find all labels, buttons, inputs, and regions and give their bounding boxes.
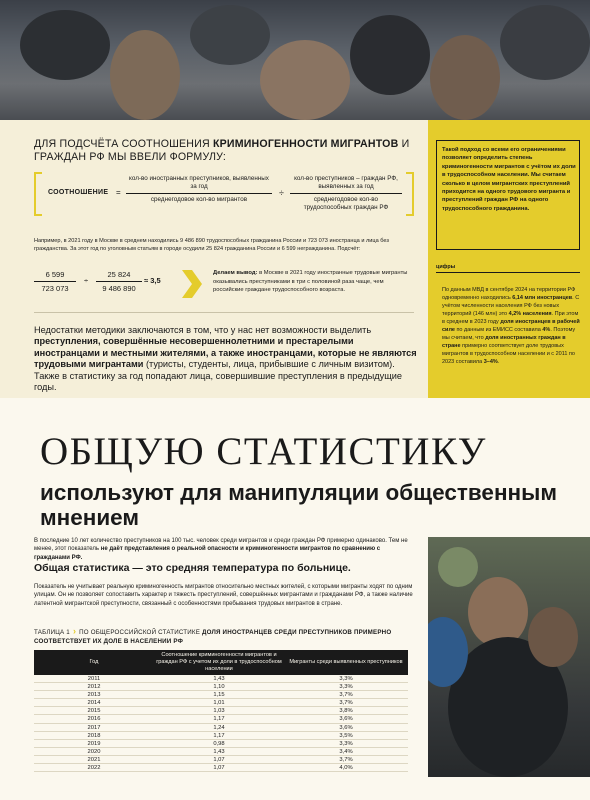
header-year: Год — [89, 659, 99, 665]
right-bracket — [406, 172, 414, 216]
stats-table — [34, 650, 408, 772]
formula-fraction-2: кол-во преступников – граждан РФ, выявленных за год среднегодовое кол-во трудоспособных граждан РФ — [290, 175, 402, 212]
header-share: Мигранты среди выявленных преступников — [289, 659, 403, 665]
intro-text: В последние 10 лет количество преступников на 100 тыс. человек среди мигрантов и среди граждан РФ примерно одинаково. Тем не менее, этот показатель не даёт представления о реальной опасности и криминогенности мигрантов по сравнению с гражданами РФ. — [34, 538, 408, 561]
table-row: 2020 1,43 3,4% — [34, 748, 408, 756]
table-row: 2013 1,15 3,7% — [34, 691, 408, 699]
calc-divide: ÷ — [84, 276, 89, 285]
formula-equals: = — [116, 188, 121, 197]
table-row: 2012 1,10 3,3% — [34, 683, 408, 691]
table-row: 2021 1,07 3,7% — [34, 756, 408, 764]
table-row: 2016 1,17 3,6% — [34, 715, 408, 723]
section-subheading: Общая статистика — это средняя температура по больнице. — [34, 562, 351, 574]
table-row: 2011 1,43 3,3% — [34, 675, 408, 683]
header-ratio: Соотношение криминогенности мигрантов и граждан РФ с учетом их доли в трудоспособном населении — [156, 652, 282, 672]
table-caption: ТАБЛИЦА 1 › ПО ОБЩЕРОССИЙСКОЙ СТАТИСТИКЕ ДОЛЯ ИНОСТРАНЦЕВ СРЕДИ ПРЕСТУПНИКОВ ПРИМЕРНО СООТВЕТСТВУЕТ ИХ ДОЛЕ В НАСЕЛЕНИИ РФ — [34, 626, 392, 645]
calc-fraction-2: 25 824 9 486 890 — [96, 270, 142, 293]
sidebar-tag-line — [436, 272, 580, 273]
chevron-right-icon — [180, 270, 202, 298]
formula-label: СООТНОШЕНИЕ — [48, 189, 109, 196]
calc-result: ≈ 3,5 — [144, 276, 161, 285]
calc-fraction-1: 6 599 723 073 — [34, 270, 76, 293]
sidebar-figures: По данным МВД в сентябре 2024 на территории РФ одновременно находились 6,14 млн иностранцев. С учётом численности населения РФ без новых территорий (146 млн) это 4,2% населения. При этом в среднем в 2023 году доля иностранцев в рабочей силе по данным из ЕМИСС составила 4%. Поэтому мы считаем, что доля иностранных граждан в стране примерно соответствует доле трудовых мигрантов в трудоспособном населении и с 2011 по 2023 составила 3–4%. — [442, 287, 580, 365]
headline-sub: используют для манипуляции общественным мнением — [40, 480, 557, 530]
divider — [34, 312, 414, 313]
top-photo — [0, 0, 590, 120]
table-header — [34, 650, 408, 675]
side-photo — [428, 537, 590, 777]
table-row: 2015 1,03 3,8% — [34, 707, 408, 715]
formula — [34, 172, 414, 218]
table-row: 2019 0,98 3,3% — [34, 740, 408, 748]
left-bracket — [34, 172, 42, 216]
conclusion: Делаем вывод: в Москве в 2021 году иностранные трудовые мигранты оказывались преступниками в три с половиной раза чаще, чем российские граждане трудоспособного возраста. — [213, 270, 408, 293]
formula-divide: ÷ — [279, 188, 284, 198]
sidebar-tag: цифры — [436, 264, 456, 270]
table-row: 2018 1,17 3,5% — [34, 732, 408, 740]
body-paragraph: Показатель не учитывает реальную криминогенность мигрантов относительно местных жителей, с которыми мигранты ходят по одним улицам. Он не позволяет сопоставить характер и тяжесть преступлений, совершённых мигрантами и гражданами РФ, а также наличие латентной мигрантской преступности, связанный с особенностями пребывания трудовых мигрантов в стране. — [34, 584, 413, 607]
calculation — [34, 270, 174, 300]
sidebar-note: Такой подход со всеми его ограничениями позволяет определить степень криминогенности мигрантов с учётом их доли в трудоспособном населении. Мы считаем сколько в целом мигрантских преступлений приходится на одного трудового мигранта и преступлений граждан РФ на одного трудоспособного гражданина. — [442, 147, 576, 212]
headline-main: ОБЩУЮ СТАТИСТИКУ — [40, 430, 487, 473]
table-row: 2017 1,24 3,6% — [34, 724, 408, 732]
method-flaws: Недостатки методики заключаются в том, что у нас нет возможности выделить преступления, совершённые несовершеннолетними и престарелыми иностранцами и местными жителями, а также иностранцами, которые не являются трудовыми мигрантами (туристы, студенты, лица, прибывшие с личным визитом). Также в статистику за год попадают лица, совершившие преступления в предыдущие годы. — [34, 325, 417, 393]
table-row: 2014 1,01 3,7% — [34, 699, 408, 707]
formula-title: ДЛЯ ПОДСЧЁТА СООТНОШЕНИЯ КРИМИНОГЕННОСТИ МИГРАНТОВ И ГРАЖДАН РФ МЫ ВВЕЛИ ФОРМУЛУ: — [34, 138, 410, 163]
formula-fraction-1: кол-во иностранных преступников, выявленных за год среднегодовое кол-во мигрантов — [126, 175, 272, 204]
example-text: Например, в 2021 году в Москве в среднем находились 9 486 890 трудоспособных гражданина России и 723 073 иностранца и лица без гражданства. За этот год по уголовным статьям в городе осудили 25 824 гражданина России и 6 599 негражданина. Подсчёт: — [34, 238, 389, 252]
table-row: 2022 1,07 4,0% — [34, 764, 408, 772]
caption-chevron-icon: › — [72, 626, 77, 636]
